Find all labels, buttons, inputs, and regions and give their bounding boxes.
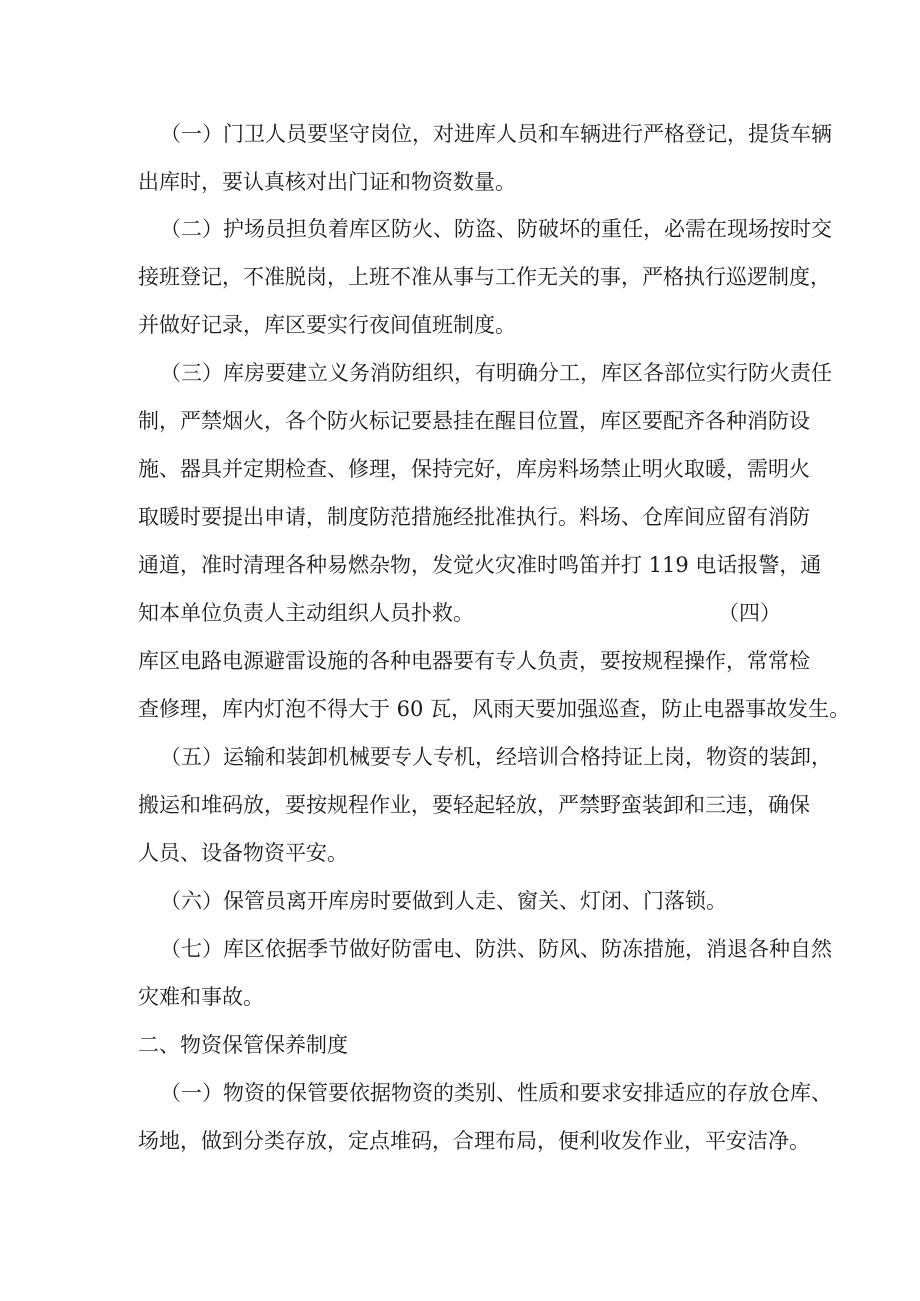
text-line: 库区电路电源避雷设施的各种电器要有专人负责，要按规程操作，常常检 xyxy=(138,649,810,673)
text-line: （三）库房要建立义务消防组织，有明确分工，库区各部位实行防火责任 xyxy=(160,361,832,385)
text-line: （六）保管员离开库房时要做到人走、窗关、灯闭、门落锁。 xyxy=(160,889,727,913)
text-line: 搬运和堆码放，要按规程作业，要轻起轻放，严禁野蛮装卸和三违，确保 xyxy=(138,793,810,817)
text-line: 出库时，要认真核对出门证和物资数量。 xyxy=(138,170,516,194)
text-line: 施、器具并定期检查、修理，保持完好，库房料场禁止明火取暖，需明火 xyxy=(138,457,810,481)
text-line: （五）运输和装卸机械要专人专机，经培训合格持证上岗，物资的装卸， xyxy=(160,745,832,769)
text-line: （七）库区依据季节做好防雷电、防洪、防风、防冻措施，消退各种自然 xyxy=(160,937,832,961)
text-line: （一）门卫人员要坚守岗位，对进库人员和车辆进行严格登记，提货车辆 xyxy=(160,122,832,146)
section-heading: 二、物资保管保养制度 xyxy=(138,1033,348,1057)
text-line: 灾难和事故。 xyxy=(138,985,264,1009)
text-line: 接班登记，不准脱岗，上班不准从事与工作无关的事，严格执行巡逻制度， xyxy=(138,265,831,289)
text-line: 并做好记录，库区要实行夜间值班制度。 xyxy=(138,313,516,337)
text-line: （一）物资的保管要依据物资的类别、性质和要求安排适应的存放仓库、 xyxy=(160,1081,832,1105)
text-line: 查修理，库内灯泡不得大于 60 瓦，风雨天要加强巡查，防止电器事故发生。 xyxy=(138,697,851,721)
section-number: （四） xyxy=(718,601,781,625)
text-line: 人员、设备物资平安。 xyxy=(138,841,348,865)
text-line: 知本单位负责人主动组织人员扑救。 xyxy=(138,601,474,625)
text-line: （二）护场员担负着库区防火、防盗、防破坏的重任，必需在现场按时交 xyxy=(160,217,832,241)
text-line: 通道，准时清理各种易燃杂物，发觉火灾准时鸣笛并打 119 电话报警，通 xyxy=(138,553,822,577)
text-line: 取暖时要提出申请，制度防范措施经批准执行。料场、仓库间应留有消防 xyxy=(138,505,810,529)
text-line: 制，严禁烟火，各个防火标记要悬挂在醒目位置，库区要配齐各种消防设 xyxy=(138,409,810,433)
text-line: 场地，做到分类存放，定点堆码，合理布局，便利收发作业，平安洁净。 xyxy=(138,1129,810,1153)
